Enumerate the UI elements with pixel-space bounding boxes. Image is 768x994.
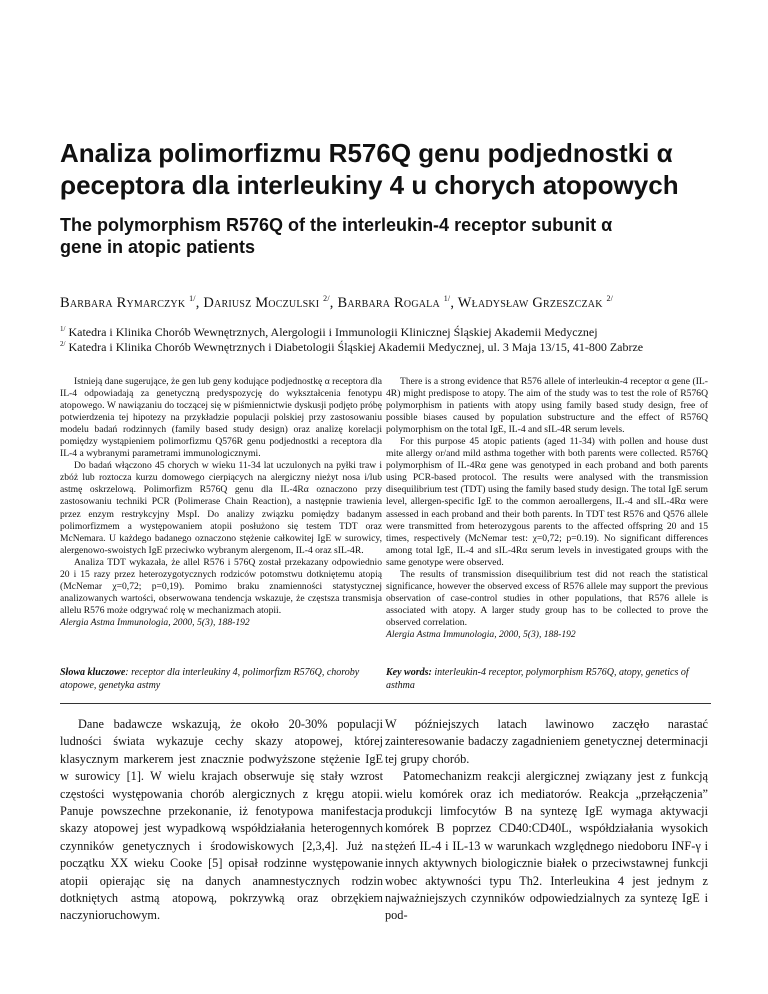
abstract-paragraph: There is a strong evidence that R576 allele of interleukin-4 receptor α gene (IL-4R) might predispose to atopy. The aim of the study was to test the role of R576Q polymorphism in patients with atopy using family based study design, free of possible biases caused by population substructure and the effect of R576Q polymorphism on the total IgE, IL-4 and sIL-4R serum levels. xyxy=(386,376,708,436)
title-english: The polymorphism R576Q of the interleukin-4 receptor subunit α gene in atopic patients xyxy=(60,215,613,257)
affiliation xyxy=(60,337,740,355)
affiliation-mark: 1/ xyxy=(60,325,66,333)
abstract-paragraph: The results of transmission disequilibrium test did not reach the statistical significance, however the observed excess of R576 allele may support the previous observation of case-control studies in other populations, that R576 allele is associated with atopy. A larger study group has to be collected to prove the observed correlation. xyxy=(386,568,708,628)
title-polish: Analiza polimorfizmu R576Q genu podjednostki α ρeceptora dla interleukiny 4 u chorych atopowych xyxy=(60,138,679,200)
body-paragraph: Dane badawcze wskazują, że około 20-30% populacji ludności świata wykazuje cechy skazy atopowej, której klasycznym markerem jest znacznie podwyższone stężenie IgE w surowicy [1]. W wielu krajach obserwuje się stały wzrost częstości występowania chorób alergicznych z kręgu atopii. Panuje powszechne przekonanie, iż fenotypowa manifestacja skazy atopowej jest wypadkową współdziałania heterogennych czynników genetycznych i środowiskowych [2,3,4]. Już na początku XX wieku Cooke [5] opisał rodzinne występowanie atopii opierając się na danych anamnestycznych rodzin dotkniętych astmą atopową, pokrzywką oraz obrzękiem naczynioruchowym. xyxy=(60,717,383,923)
affiliation-text: Katedra i Klinika Chorób Wewnętrznych, Alergologii i Immunologii Klinicznej Śląskiej Akademii Medycznej xyxy=(68,325,598,339)
abstract-english xyxy=(386,376,708,641)
affiliation-text: Katedra i Klinika Chorób Wewnętrznych i Diabetologii Śląskiej Akademii Medycznej, ul. 3 Maja 13/15, 41-800 Zabrze xyxy=(68,340,644,354)
abstract-polish xyxy=(60,376,382,629)
section-divider xyxy=(60,703,711,704)
abstract-paragraph: For this purpose 45 atopic patients (aged 11-34) with pollen and house dust mite allergy or/and mild asthma together with both parents were collected. R576Q polymorphism of IL-4Rα gene was genotyped in each proband and both parents using PCR-based protocol. The results were analysed with the transmission disequilibrium test (TDT) using the family based study design. The total IgE serum level, allergen-specific IgE to the common aeroallergens, IL-4 and sIL-4Rα were assessed in each proband and their both parents. In TDT test R576 and Q576 allele were transmitted from heterozygous parents to the affected offspring 20 and 15 times, respectively (McNemar test: χ=0,72; p=0.19). No significant differences among total IgE, IL-4 and sIL-4Rα serum levels in investigated groups with the same genotype were observed. xyxy=(386,436,708,568)
author-affiliation-mark: 2/ xyxy=(606,294,614,303)
abstract-paragraph: Do badań włączono 45 chorych w wieku 11-34 lat uczulonych na pyłki traw i zbóż lub roztocza kurzu domowego cierpiących na alergiczny nieżyt nosa i/lub astmę oskrzelową. Polimorfizm R576Q genu dla IL-4Rα oznaczono przy zastosowaniu techniki PCR (Polimerase Chain Reaction), a następnie trawienia przez enzym restrykcyjny MspI. Do analizy związku pomiędzy badanym polimorfizmem a występowaniem atopii posłużono się testem TDT oraz McNemara. U każdego badanego oznaczono stężenie całkowitej IgE w surowicy, alergenowo-swoistych IgE przeciwko wybranym alergenom, IL-4 oraz sIL-4R. xyxy=(60,460,382,556)
body-column-right xyxy=(385,716,708,925)
keywords-label: Słowa kluczowe xyxy=(60,667,126,678)
author-affiliation-mark: 1/ xyxy=(189,294,196,303)
keywords-label: Key words: xyxy=(386,667,432,678)
affiliation-mark: 2/ xyxy=(60,340,66,348)
keywords-polish xyxy=(60,667,382,692)
abstract-citation: Alergia Astma Immunologia, 2000, 5(3), 188-192 xyxy=(60,616,250,628)
abstract-paragraph: Analiza TDT wykazała, że allel R576 i 576Q został przekazany odpowiednio 20 i 15 razy przez heterozygotycznych rodziców potomstwu dotkniętemu atopią (McNemar χ=0,72; p=0,19). Pomimo braku znamienności statystycznej analizowanych wartości, obserwowana tendencja wskazuje, że częstsza transmisja allelu R576 może odgrywać rolę w mechanizmach atopii. xyxy=(60,556,382,616)
author-affiliation-mark: 2/ xyxy=(323,294,330,303)
body-paragraph: W późniejszych latach lawinowo zaczęło narastać zainteresowanie badaczy zagadnieniem genetycznej determinacji tej grupy chorób. xyxy=(385,717,708,766)
author-name: Władysław Grzeszczak xyxy=(457,294,603,311)
abstract-paragraph: Istnieją dane sugerujące, że gen lub geny kodujące podjednostkę α receptora dla IL-4 odpowiadają za genetyczną predyspozycję do wykształcenia fenotypu atopowego. W nawiązaniu do toczącej się w piśmiennictwie dyskusji podjęto próbę potwierdzenia tej hipotezy na przykładzie populacji polskiej przy zastosowaniu modelu badań rodzinnych (family based study design) oraz analizę korelacji pomiędzy wystąpieniem polimorfizmu Q576R genu podjednostki a receptora dla IL-4 a wybranymi parametrami immunologicznymi. xyxy=(60,376,382,460)
keywords-text: : receptor dla interleukiny 4, polimorfizm R576Q, choroby atopowe, genetyka astmy xyxy=(60,667,360,691)
keywords-text: interleukin-4 receptor, polymorphism R576Q, atopy, genetics of asthma xyxy=(386,667,689,691)
author-list: Barbara Rymarczyk $^{1/}$, Dariusz Moczulski $^{2/}$, Barbara Rogala $^{1/}$, Władysław Grzeszczak $^{2/}$ xyxy=(60,294,614,311)
abstract-citation: Alergia Astma Immunologia, 2000, 5(3), 188-192 xyxy=(386,628,576,640)
author-name: Barbara Rymarczyk xyxy=(60,294,186,311)
body-paragraph: Patomechanizm reakcji alergicznej związany jest z funkcją wielu komórek oraz ich mediatorów. Reakcja „przełączenia” produkcji limfocytów B na syntezę IgE wymaga aktywacji komórek B poprzez CD40:CD40L, współdziałania wysokich stężeń IL-4 i IL-13 w warunkach względnego niedoboru INF-γ i innych aktywnych biologicznie białek o przeciwstawnej funkcji wobec aktywności typu Th2. Interleukina 4 jest jednym z najważniejszych czynników odpowiedzialnych za syntezę IgE i pod- xyxy=(385,769,708,923)
author-name: Dariusz Moczulski xyxy=(203,294,320,311)
keywords-english xyxy=(386,667,708,692)
author-affiliation-mark: 1/ xyxy=(443,294,451,303)
author-name: Barbara Rogala xyxy=(337,294,440,311)
body-column-left xyxy=(60,716,383,925)
